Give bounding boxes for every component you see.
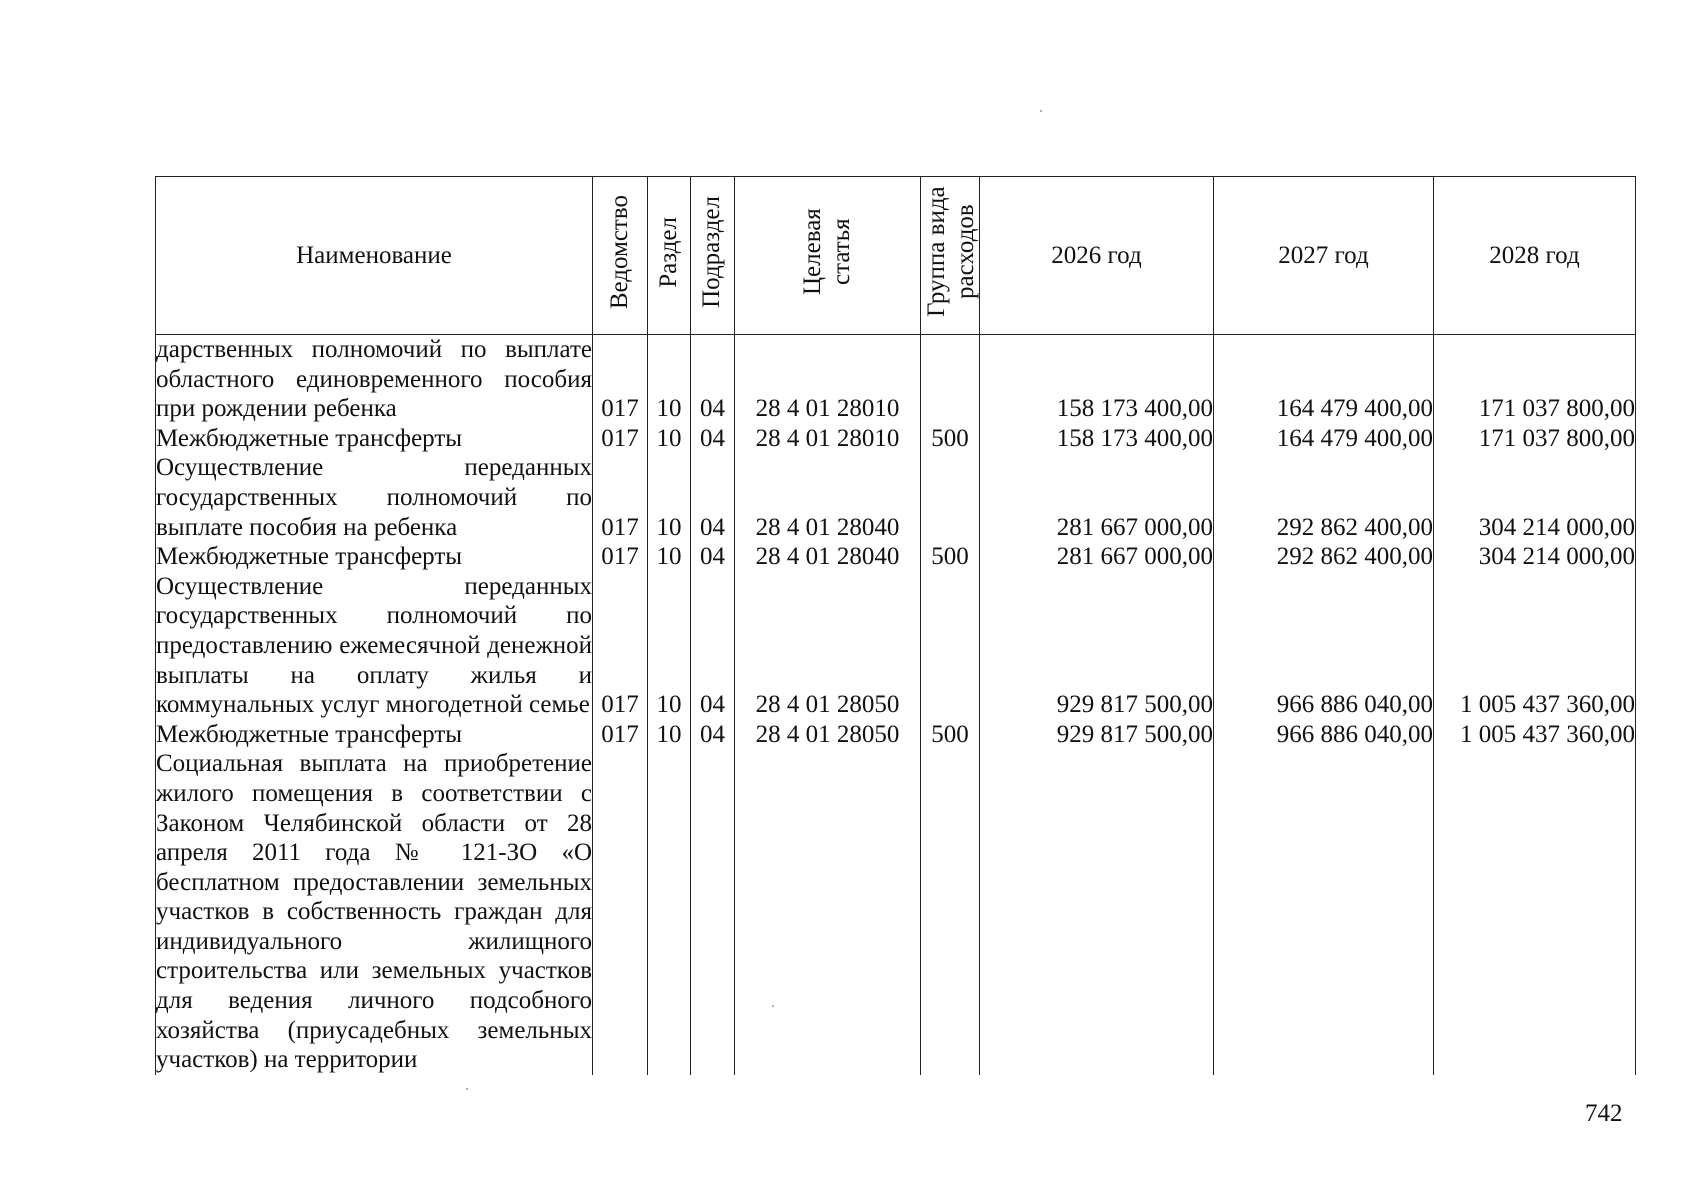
row-name: Осуществление переданных государственных полномочий по выплате пособия на ребенка xyxy=(156,454,592,541)
row-2028: 304 214 000,00 xyxy=(1434,453,1636,542)
header-year-2027: 2027 год xyxy=(1214,177,1434,335)
row-2026 xyxy=(980,749,1214,1075)
budget-table xyxy=(155,176,1636,1075)
scan-speck xyxy=(1040,110,1042,112)
row-gruppa: 500 xyxy=(921,720,980,750)
row-gruppa xyxy=(921,572,980,720)
row-vedomstvo: 017 xyxy=(593,720,648,750)
row-2026: 929 817 500,00 xyxy=(980,720,1214,750)
row-vedomstvo: 017 xyxy=(593,335,648,424)
table-row xyxy=(156,424,1636,454)
row-celevaya-statya xyxy=(735,749,921,1075)
table-header-row xyxy=(156,177,1636,335)
header-gruppa-vida-rashodov: Группа вида расходов xyxy=(921,177,980,335)
row-podrazdel: 04 xyxy=(691,720,735,750)
row-2028: 1 005 437 360,00 xyxy=(1434,720,1636,750)
table-row xyxy=(156,720,1636,750)
table-row xyxy=(156,542,1636,572)
row-2026: 158 173 400,00 xyxy=(980,335,1214,424)
row-razdel: 10 xyxy=(648,424,691,454)
row-vedomstvo: 017 xyxy=(593,424,648,454)
row-name: Межбюджетные трансферты xyxy=(156,542,593,572)
row-razdel: 10 xyxy=(648,572,691,720)
row-2027: 164 479 400,00 xyxy=(1214,335,1434,424)
row-celevaya-statya: 28 4 01 28050 xyxy=(735,720,921,750)
row-2027: 292 862 400,00 xyxy=(1214,542,1434,572)
row-name: Межбюджетные трансферты xyxy=(156,720,593,750)
row-2027: 292 862 400,00 xyxy=(1214,453,1434,542)
header-razdel: Раздел xyxy=(648,177,691,335)
row-razdel: 10 xyxy=(648,542,691,572)
table-row xyxy=(156,453,1636,542)
row-2028: 171 037 800,00 xyxy=(1434,335,1636,424)
row-razdel: 10 xyxy=(648,453,691,542)
header-vedomstvo: Ведомство xyxy=(593,177,648,335)
row-podrazdel: 04 xyxy=(691,453,735,542)
row-vedomstvo: 017 xyxy=(593,453,648,542)
row-vedomstvo: 017 xyxy=(593,542,648,572)
row-podrazdel: 04 xyxy=(691,572,735,720)
table-row xyxy=(156,335,1636,424)
header-podrazdel: Подраздел xyxy=(691,177,735,335)
row-2027: 164 479 400,00 xyxy=(1214,424,1434,454)
row-gruppa: 500 xyxy=(921,542,980,572)
row-2027: 966 886 040,00 xyxy=(1214,720,1434,750)
row-name: дарственных полномочий по выплате областного единовременного пособия при рождении ребенка xyxy=(156,336,592,423)
row-gruppa: 500 xyxy=(921,424,980,454)
row-name: Осуществление переданных государственных полномочий по предоставлению ежемесячной денежной выплаты на оплату жилья и коммунальных услуг многодетной семье xyxy=(156,572,592,719)
row-vedomstvo: 017 xyxy=(593,572,648,720)
row-2026: 929 817 500,00 xyxy=(980,572,1214,720)
row-2028: 171 037 800,00 xyxy=(1434,424,1636,454)
row-vedomstvo xyxy=(593,749,648,1075)
header-year-2026: 2026 год xyxy=(980,177,1214,335)
row-podrazdel: 04 xyxy=(691,542,735,572)
row-celevaya-statya: 28 4 01 28040 xyxy=(735,542,921,572)
row-celevaya-statya: 28 4 01 28010 xyxy=(735,335,921,424)
row-podrazdel: 04 xyxy=(691,424,735,454)
scan-speck xyxy=(772,1005,774,1007)
row-name: Социальная выплата на приобретение жилого помещения в соответствии с Законом Челябинской области от 28 апреля 2011 года № 121-ЗО «О бесплатном предоставлении земельных участков в собственность граждан для индивидуального жилищного строительства или земельных участков для ведения личного подсобного хозяйства (приусадебных земельных участков) на территории xyxy=(156,750,592,1074)
row-gruppa xyxy=(921,453,980,542)
row-razdel: 10 xyxy=(648,335,691,424)
row-2026: 158 173 400,00 xyxy=(980,424,1214,454)
header-name: Наименование xyxy=(156,177,593,335)
row-2028: 304 214 000,00 xyxy=(1434,542,1636,572)
table-row xyxy=(156,749,1636,1075)
row-gruppa xyxy=(921,335,980,424)
header-year-2028: 2028 год xyxy=(1434,177,1636,335)
row-2026: 281 667 000,00 xyxy=(980,542,1214,572)
row-razdel: 10 xyxy=(648,720,691,750)
row-2028 xyxy=(1434,749,1636,1075)
row-2026: 281 667 000,00 xyxy=(980,453,1214,542)
row-2027 xyxy=(1214,749,1434,1075)
row-podrazdel: 04 xyxy=(691,335,735,424)
row-celevaya-statya: 28 4 01 28050 xyxy=(735,572,921,720)
row-2028: 1 005 437 360,00 xyxy=(1434,572,1636,720)
row-celevaya-statya: 28 4 01 28010 xyxy=(735,424,921,454)
page-number: 742 xyxy=(1585,1100,1623,1127)
table-row xyxy=(156,572,1636,720)
row-podrazdel xyxy=(691,749,735,1075)
row-gruppa xyxy=(921,749,980,1075)
row-2027: 966 886 040,00 xyxy=(1214,572,1434,720)
header-celevaya-statya: Целевая статья xyxy=(735,177,921,335)
row-razdel xyxy=(648,749,691,1075)
scan-speck xyxy=(466,1088,468,1090)
row-name: Межбюджетные трансферты xyxy=(156,424,593,454)
row-celevaya-statya: 28 4 01 28040 xyxy=(735,453,921,542)
